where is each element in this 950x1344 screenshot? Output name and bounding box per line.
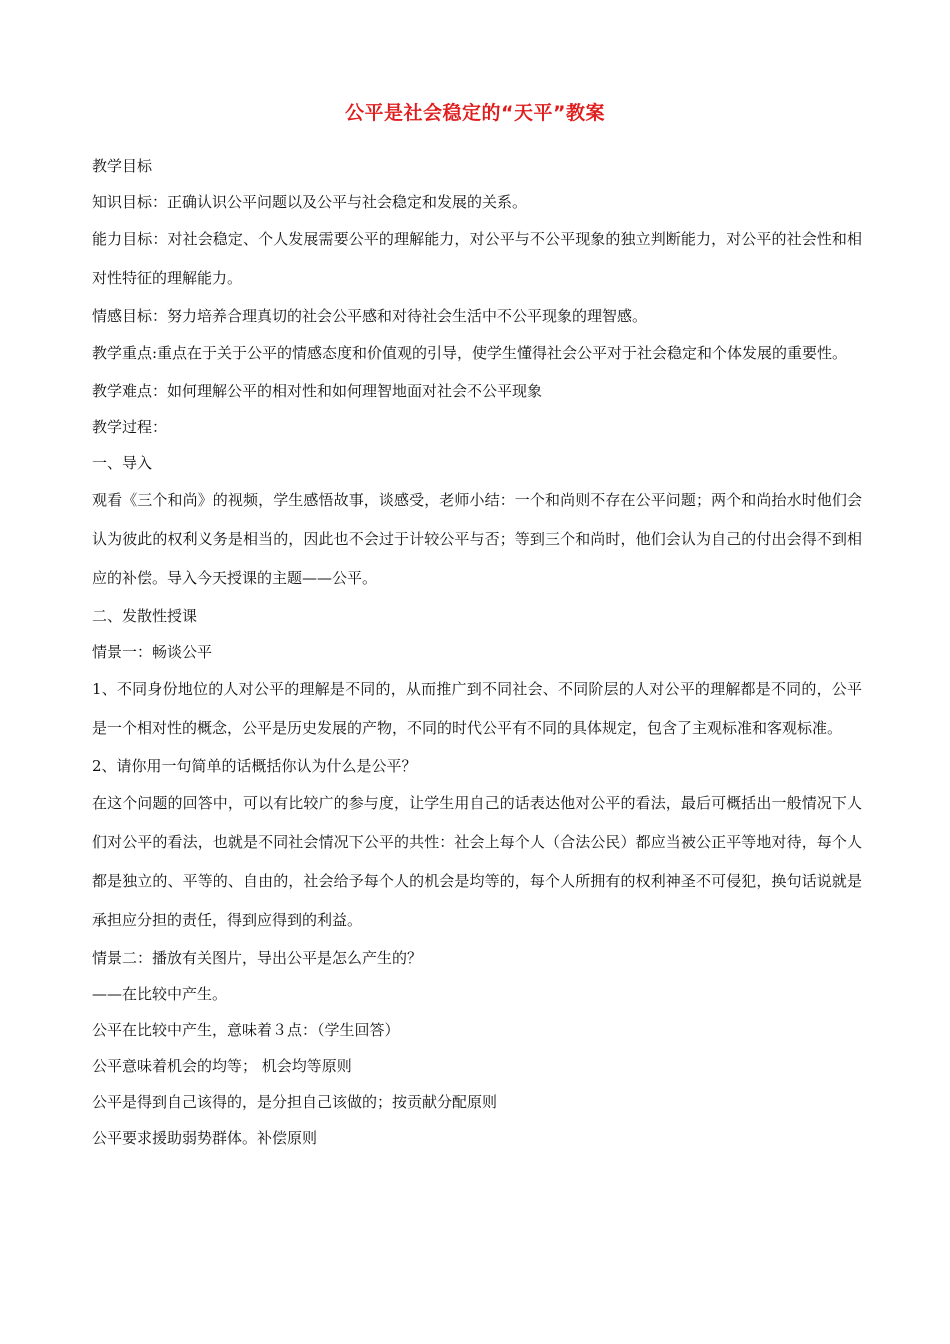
section-heading-divergent-teaching: 二、发散性授课 bbox=[92, 607, 198, 625]
document-title: 公平是社会稳定的“天平”教案 bbox=[345, 102, 605, 124]
section-heading-teaching-goals: 教学目标 bbox=[92, 157, 153, 175]
paragraph-three-points: 公平在比较中产生，意味着３点：（学生回答） bbox=[92, 1021, 400, 1039]
paragraph-knowledge-goal: 知识目标：正确认识公平问题以及公平与社会稳定和发展的关系。 bbox=[92, 193, 528, 211]
principle-contribution: 公平是得到自己该得的，是分担自己该做的；按贡献分配原则 bbox=[92, 1093, 498, 1111]
document-body bbox=[92, 148, 862, 1156]
section-heading-introduction: 一、导入 bbox=[92, 454, 153, 472]
paragraph-teaching-difficulty: 教学难点：如何理解公平的相对性和如何理智地面对社会不公平现象 bbox=[92, 382, 543, 400]
paragraph-discussion: 在这个问题的回答中，可以有比较广的参与度，让学生用自己的话表达他对公平的看法，最后可概括出一般情况下人们对公平的看法，也就是不同社会情况下公平的共性：社会上每个人（合法公民）都应当被公正平等地对待，每个人都是独立的、平等的、自由的，社会给予每个人的机会是均等的，每个人所拥有的权利神圣不可侵犯，换句话说就是承担应分担的责任，得到应得到的利益。 bbox=[92, 794, 862, 929]
scenario-one-heading: 情景一：畅谈公平 bbox=[92, 643, 213, 661]
paragraph-teaching-focus: 教学重点:重点在于关于公平的情感态度和价值观的引导，使学生懂得社会公平对于社会稳定和个体发展的重要性。 bbox=[92, 344, 848, 362]
paragraph-ability-goal: 能力目标：对社会稳定、个人发展需要公平的理解能力，对公平与不公平现象的独立判断能力，对公平的社会性和相对性特征的理解能力。 bbox=[92, 230, 862, 287]
principle-equal-opportunity: 公平意味着机会的均等； 机会均等原则 bbox=[92, 1057, 352, 1075]
section-heading-teaching-process: 教学过程： bbox=[92, 418, 168, 436]
paragraph-point-two: 2、请你用一句简单的话概括你认为什么是公平？ bbox=[92, 757, 417, 775]
paragraph-emotion-goal: 情感目标：努力培养合理真切的社会公平感和对待社会生活中不公平现象的理智感。 bbox=[92, 307, 648, 325]
paragraph-point-one: 1、不同身份地位的人对公平的理解是不同的，从而推广到不同社会、不同阶层的人对公平的理解都是不同的，公平是一个相对性的概念，公平是历史发展的产物，不同的时代公平有不同的具体规定，包含了主观标准和客观标准。 bbox=[92, 680, 862, 737]
paragraph-introduction: 观看《三个和尚》的视频，学生感悟故事，谈感受，老师小结：一个和尚则不存在公平问题；两个和尚抬水时他们会认为彼此的权利义务是相当的，因此也不会过于计较公平与否；等到三个和尚时，他们会认为自己的付出会得不到相应的补偿。导入今天授课的主题——公平。 bbox=[92, 491, 862, 587]
principle-compensation: 公平要求援助弱势群体。补偿原则 bbox=[92, 1129, 318, 1147]
paragraph-comparison: ——在比较中产生。 bbox=[92, 985, 228, 1003]
scenario-two-heading: 情景二：播放有关图片，导出公平是怎么产生的？ bbox=[92, 949, 423, 967]
